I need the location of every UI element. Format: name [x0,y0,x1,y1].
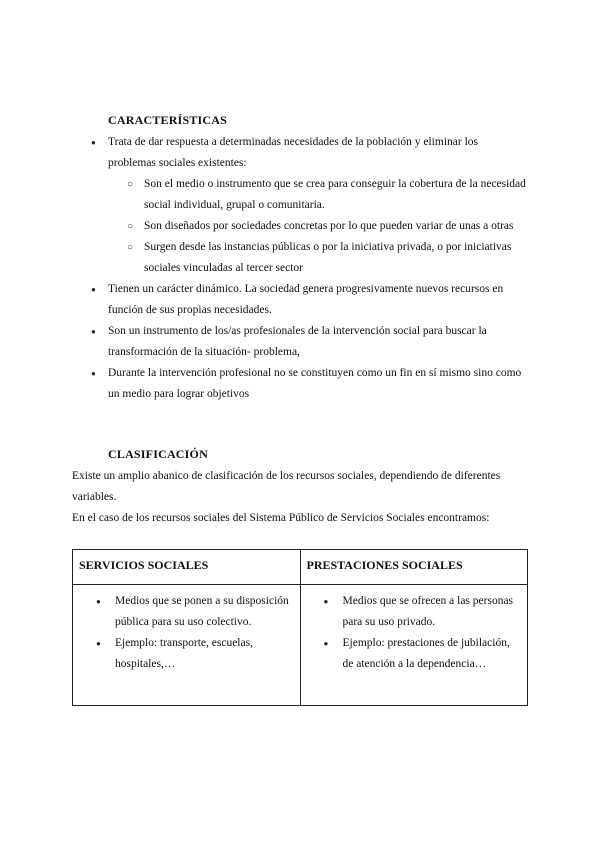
sub-list-item: ○ Surgen desde las instancias públicas o por la iniciativa privada, o por iniciativas sociales vinculadas al tercer sector [144,237,528,279]
list-item: ● Ejemplo: transporte, escuelas, hospitales,… [115,633,294,675]
list-item: ● Medios que se ponen a su disposición pública para su uso colectivo. [115,591,294,633]
table-row [73,585,528,706]
sub-list-item: ○ Son el medio o instrumento que se crea para conseguir la cobertura de la necesidad social individual, grupal o comunitaria. [144,174,528,216]
list-item: ● Ejemplo: prestaciones de jubilación, de atención a la dependencia… [343,633,522,675]
servicios-header: SERVICIOS SOCIALES [73,550,301,585]
list-item: ● Durante la intervención profesional no se constituyen como un fin en sí mismo sino como un medio para lograr objetivos [108,363,528,405]
caracteristicas-heading: CARACTERÍSTICAS [108,113,228,127]
prestaciones-cell [300,585,528,706]
caracteristicas-list [108,132,528,405]
prestaciones-header: PRESTACIONES SOCIALES [300,550,528,585]
list-item: ● Son un instrumento de los/as profesionales de la intervención social para buscar la transformación de la situación- problema, [108,321,528,363]
list-item: ● Medios que se ofrecen a las personas para su uso privado. [343,591,522,633]
clasificacion-paragraph-1: Existe un amplio abanico de clasificación de los recursos sociales, dependiendo de diferentes variables. [72,470,501,503]
bullet-text: Trata de dar respuesta a determinadas necesidades de la población y eliminar los problemas sociales existentes: [108,136,478,169]
servicios-cell [73,585,301,706]
list-item [108,132,528,279]
list-item: ● Tienen un carácter dinámico. La sociedad genera progresivamente nuevos recursos en función de sus propias necesidades. [108,279,528,321]
clasificacion-table [72,549,528,706]
table-header-row [73,550,528,585]
sub-list-item: ○ Son diseñados por sociedades concretas por lo que pueden variar de unas a otras [144,216,528,237]
clasificacion-paragraph-2: En el caso de los recursos sociales del Sistema Público de Servicios Sociales encontramos: [72,512,490,524]
clasificacion-heading: CLASIFICACIÓN [108,447,208,461]
sub-list [144,174,528,279]
servicios-list [115,591,294,675]
prestaciones-list [343,591,522,675]
